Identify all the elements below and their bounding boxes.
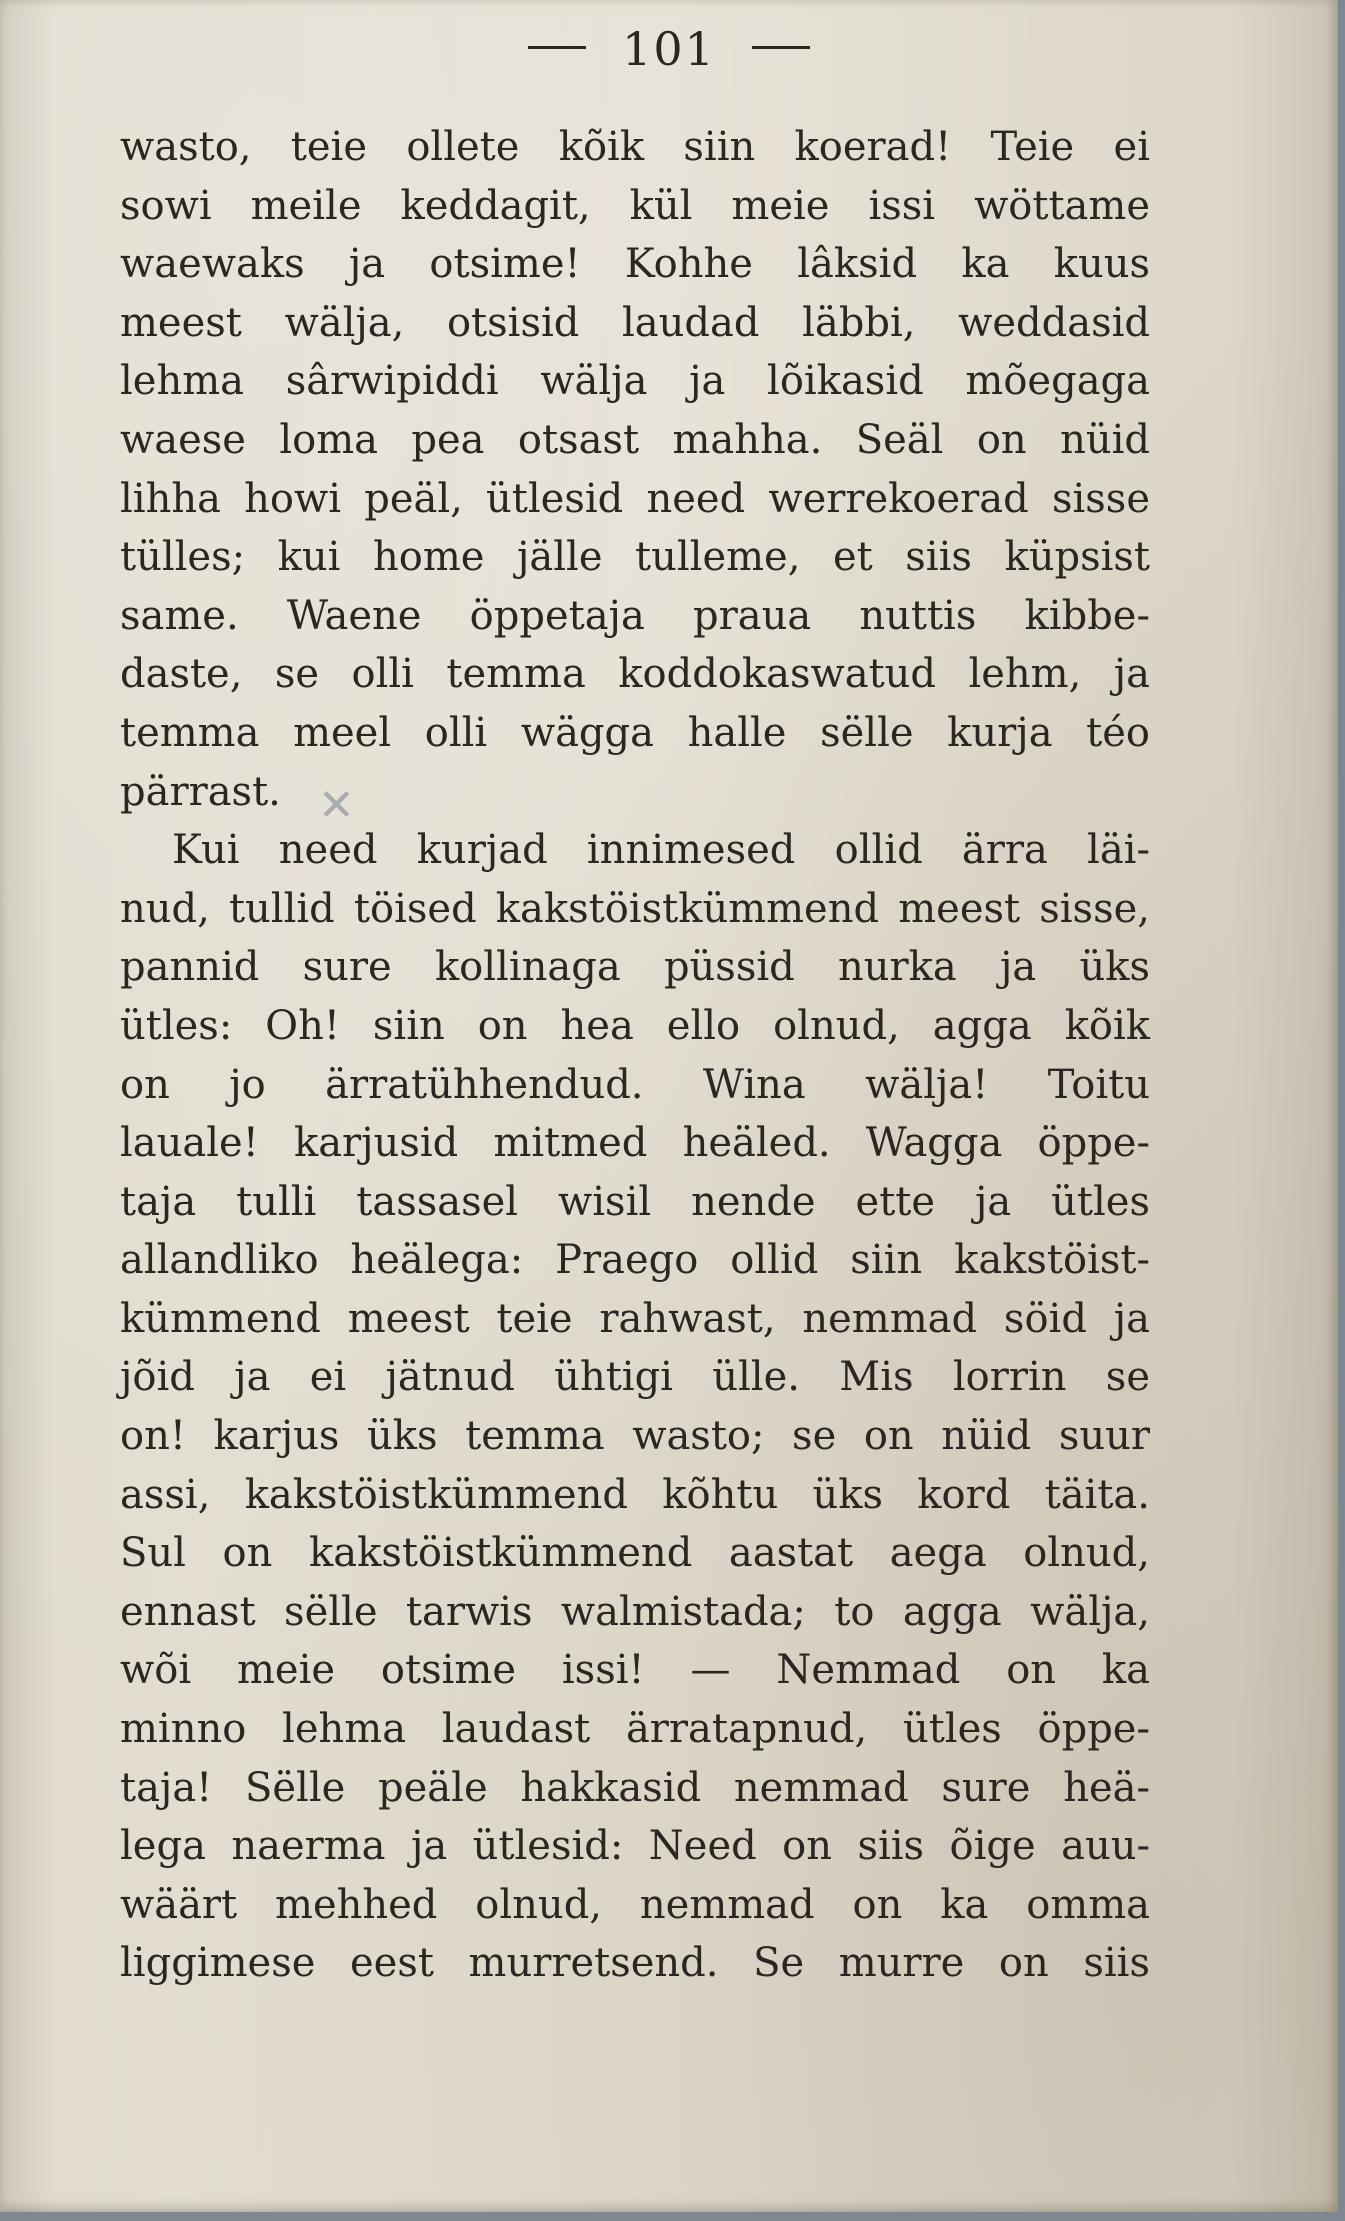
text-line: wasto, teie ollete kõik siin koerad! Teie ei: [120, 124, 1150, 170]
text-line: lega naerma ja ütlesid: Need on siis õige auu-: [120, 1823, 1150, 1870]
text-line: same. Waene öppetaja praua nuttis kibbe-: [120, 592, 1150, 639]
text-line: allandliko heälega: Praego ollid siin kakstöist-: [120, 1237, 1150, 1284]
text-line: taja tulli tassasel wisil nende ette ja ütles: [120, 1178, 1150, 1225]
text-line: Sul on kakstöistkümmend aastat aega olnud,: [120, 1530, 1150, 1577]
text-line: lihha howi peäl, ütlesid need werrekoerad sisse: [120, 475, 1150, 522]
pencil-x-mark-icon: ✕: [318, 780, 355, 831]
text-line: waewaks ja otsime! Kohhe lâksid ka kuus: [120, 241, 1150, 288]
text-line: ennast sëlle tarwis walmistada; to agga wälja,: [120, 1588, 1150, 1635]
text-line: pannid sure kollinaga püssid nurka ja üks: [120, 944, 1150, 991]
text-line: kümmend meest teie rahwast, nemmad söid ja: [120, 1295, 1150, 1342]
text-line: nud, tullid töised kakstöistkümmend meest sisse,: [120, 885, 1150, 932]
text-line: waese loma pea otsast mahha. Seäl on nüid: [120, 416, 1150, 463]
text-line: liggimese eest murretsend. Se murre on siis: [120, 1940, 1150, 1987]
text-line: on! karjus üks temma wasto; se on nüid suur: [120, 1413, 1150, 1460]
text-line: assi, kakstöistkümmend kõhtu üks kord täita.: [120, 1471, 1150, 1518]
text-line: lauale! karjusid mitmed heäled. Wagga öppe-: [120, 1120, 1150, 1167]
text-line: meest wälja, otsisid laudad läbbi, weddasid: [120, 299, 1150, 346]
text-line: jõid ja ei jätnud ühtigi ülle. Mis lorrin se: [120, 1354, 1150, 1401]
paragraph-end-line: pärrast.: [120, 768, 281, 815]
text-line: on jo ärratühhendud. Wina wälja! Toitu: [120, 1061, 1150, 1108]
text-line: temma meel olli wägga halle sëlle kurja téo: [120, 709, 1150, 756]
text-line: taja! Sëlle peäle hakkasid nemmad sure heä-: [120, 1764, 1150, 1811]
text-line: daste, se olli temma koddokaswatud lehm, ja: [120, 651, 1150, 698]
text-line: wäärt mehhed olnud, nemmad on ka omma: [120, 1881, 1150, 1928]
text-line: tülles; kui home jälle tulleme, et siis küpsist: [120, 534, 1150, 581]
text-line: minno lehma laudast ärratapnud, ütles öppe-: [120, 1706, 1150, 1753]
page-header: [0, 22, 1338, 102]
text-line: wõi meie otsime issi! — Nemmad on ka: [120, 1647, 1150, 1694]
page-number: 101: [622, 22, 716, 76]
paragraph-start-line: Kui need kurjad innimesed ollid ärra läi-: [172, 827, 1150, 874]
text-line: ütles: Oh! siin on hea ello olnud, agga kõik: [120, 1002, 1150, 1049]
text-line: sowi meile keddagit, kül meie issi wöttame: [120, 182, 1150, 229]
text-line: lehma sârwipiddi wälja ja lõikasid mõegaga: [120, 358, 1150, 405]
header-dash-left: [528, 46, 586, 49]
header-dash-right: [752, 46, 810, 49]
body-text: [120, 118, 1150, 1993]
